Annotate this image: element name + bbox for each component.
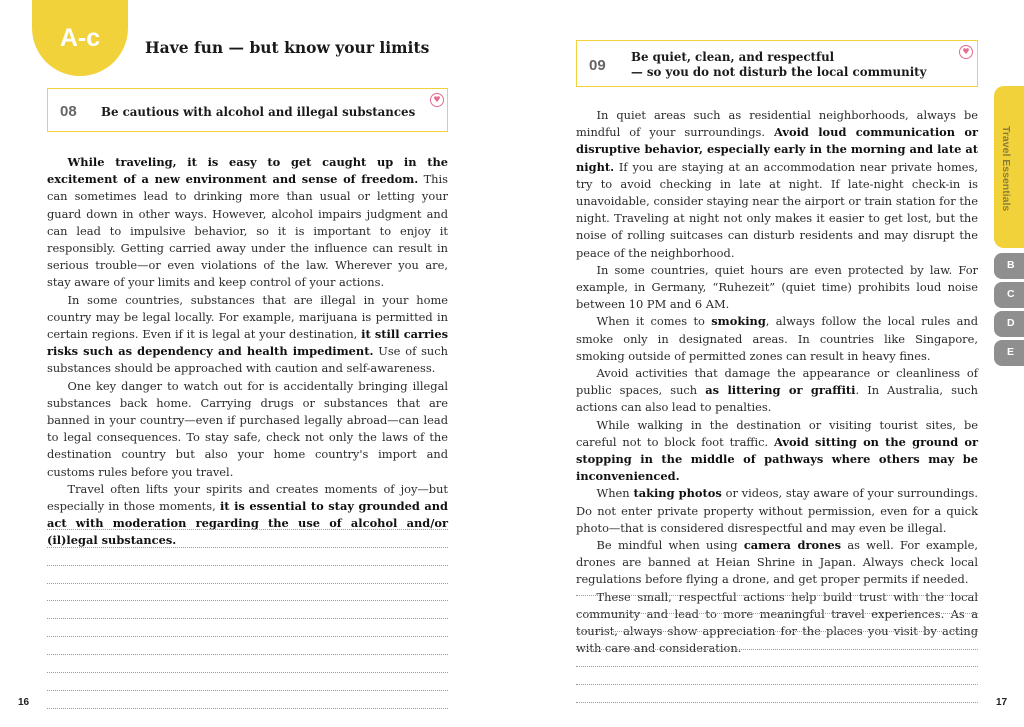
- topic-box-08: [47, 88, 448, 132]
- paragraph-2: In some countries, quiet hours are even protected by law. For example, in Germany, “Ruhezeit” (quiet time) prohibits loud noise between 10 PM and 6 AM.: [576, 262, 978, 312]
- chapter-tab: [32, 0, 128, 76]
- right-page: [512, 0, 1024, 727]
- paragraph-7: Be mindful when using camera drones as well. For example, drones are banned at Heian Shrine in Japan. Always check local regulations before flying a drone, and get proper permits if needed.: [576, 538, 979, 587]
- heart-icon: ♥: [959, 45, 973, 59]
- topic-number: 09: [589, 57, 606, 74]
- page-number: 17: [996, 697, 1008, 708]
- paragraph-5: While walking in the destination or visiting tourist sites, be careful not to block foot traffic. Avoid sitting on the ground or stopping in the middle of pathways where others may be inconvenienced.: [576, 417, 978, 484]
- paragraph-1: While traveling, it is easy to get caught up in the excitement of a new environment and sense of freedom. This can sometimes lead to drinking more than usual or letting your guard down in other ways. However, alcohol impairs judgment and can lead to impulsive behavior, so it is important to enjoy it responsibly. Getting carried away under the influence can result in serious trouble—or even violations of the law. Wherever you are, stay aware of your limits and keep control of your actions.: [47, 155, 448, 290]
- note-lines: [47, 512, 448, 709]
- paragraph-3: When it comes to smoking, always follow the local rules and smoke only in designated areas. In countries like Singapore, smoking outside of permitted zones can result in heavy fines.: [576, 314, 979, 363]
- section-heading: Have fun — but know your limits: [145, 38, 430, 57]
- topic-title: [631, 50, 926, 80]
- topic-box-09: [576, 40, 978, 87]
- topic-title-line-2: — so you do not disturb the local community: [631, 65, 927, 79]
- side-tab-b[interactable]: [994, 253, 1024, 279]
- side-tab-travel-essentials[interactable]: [994, 86, 1024, 248]
- paragraph-4: Avoid activities that damage the appearance or cleanliness of public spaces, such as littering or graffiti. In Australia, such actions can also lead to penalties.: [576, 366, 978, 415]
- paragraph-1: In quiet areas such as residential neighborhoods, always be mindful of your surroundings. Avoid loud communication or disruptive behavior, especially early in the morning and late at night. If you are staying at an accommodation near private homes, try to avoid checking in late at night. If late-night check-in is unavoidable, consider staying near the airport or train station for the night. Traveling at night not only makes it easier to get lost, but the noise of rolling suitcases can disturb residents and may disrupt the peace of the neighborhood.: [576, 108, 978, 260]
- side-tab-label: Travel Essentials: [1000, 126, 1012, 212]
- note-lines: [576, 578, 978, 703]
- side-tab-d[interactable]: [994, 311, 1024, 337]
- paragraph-6: When taking photos or videos, stay aware of your surroundings. Do not enter private property without permission, even for a quick photo—that is considered disrespectful and may even be illegal.: [576, 486, 978, 535]
- topic-title: Be cautious with alcohol and illegal substances: [101, 105, 416, 119]
- body-text: [576, 107, 978, 658]
- page-number: 16: [18, 697, 30, 708]
- paragraph-4: Travel often lifts your spirits and creates moments of joy—but especially in those moments, it is essential to stay grounded and act with moderation regarding the use of alcohol and/or (il)legal substances.: [47, 481, 448, 548]
- side-tab-letter: C: [1007, 288, 1015, 300]
- topic-number: 08: [60, 103, 77, 120]
- topic-title-line-1: Be quiet, clean, and respectful: [631, 50, 835, 64]
- paragraph-8: These small, respectful actions help build trust with the local community and lead to more meaningful travel experiences. As a tourist, always show appreciation for the places you visit by acting with care and consideration.: [576, 589, 978, 656]
- side-tab-c[interactable]: [994, 282, 1024, 308]
- paragraph-3: One key danger to watch out for is accidentally bringing illegal substances back home. Carrying drugs or substances that are banned in your country—even if purchased legally abroad—can lead to legal consequences. To stay safe, check not only the laws of the destination country but also your home country's import and customs rules before you travel.: [47, 378, 448, 479]
- side-tab-letter: B: [1007, 259, 1015, 271]
- side-tab-letter: D: [1007, 317, 1015, 329]
- side-tab-letter: E: [1007, 346, 1015, 358]
- chapter-tab-label: A-c: [59, 23, 101, 52]
- side-tab-e[interactable]: [994, 340, 1024, 366]
- heart-icon: ♥: [430, 93, 444, 107]
- paragraph-2: In some countries, substances that are illegal in your home country may be legal locally. For example, marijuana is permitted in certain regions. Even if it is legal at your destination, it still carries risks such as dependency and health impediment. Use of such substances should be approached with caution and self-awareness.: [47, 292, 449, 376]
- body-text: [47, 154, 448, 550]
